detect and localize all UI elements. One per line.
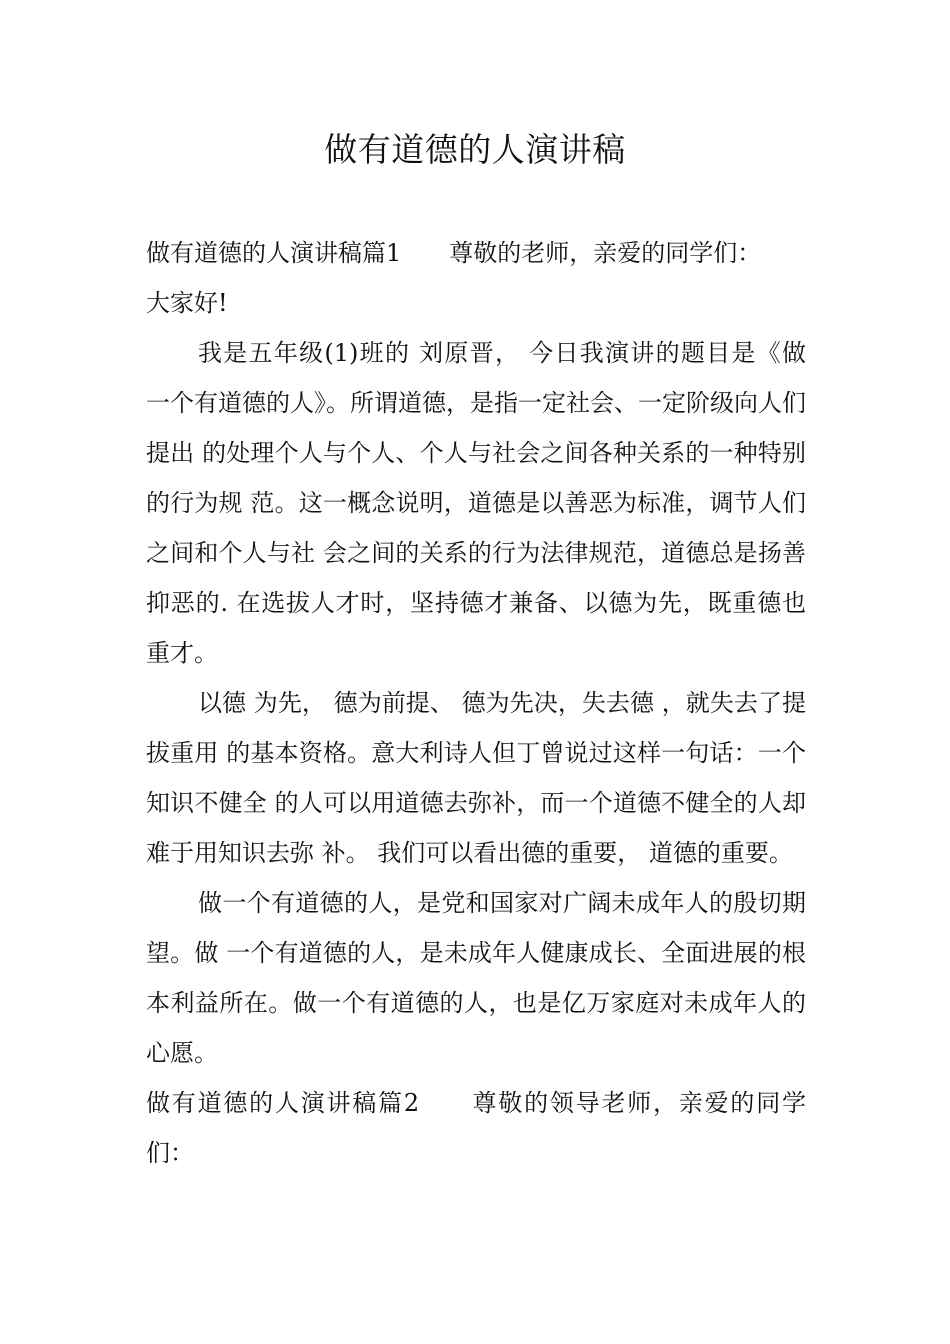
- section-heading-2: 做有道德的人演讲稿篇2 尊敬的领导老师，亲爱的同学们：: [146, 1089, 806, 1167]
- greeting-paragraph: 大家好!: [146, 289, 228, 317]
- body-paragraph-2: 以德 为先， 德为前提、 德为先决，失去德 ，就失去了提拔重用 的基本资格。意大利诗人但丁曾说过这样一句话：一个知识不健全 的人可以用道德去弥补，而一个道德不健全的人却难于用知识去弥 补。 我们可以看出德的重要， 道德的重要。: [146, 689, 806, 867]
- document-title: 做有道德的人演讲稿: [324, 130, 626, 169]
- body-paragraph-3: 做一个有道德的人，是党和国家对广阔未成年人的殷切期望。做 一个有道德的人，是未成年人健康成长、全面进展的根本利益所在。做一个有道德的人，也是亿万家庭对未成年人的心愿。: [146, 889, 806, 1067]
- document-body: [146, 228, 806, 1178]
- section-heading-1: 做有道德的人演讲稿篇1 尊敬的老师，亲爱的同学们：: [146, 239, 762, 267]
- body-paragraph-1: 我是五年级(1)班的 刘原晋， 今日我演讲的题目是《做 一个有道德的人》。所谓道德，是指一定社会、一定阶级向人们提出 的处理个人与个人、个人与社会之间各种关系的一种特别的行为规 范。这一概念说明，道德是以善恶为标准，调节人们之间和个人与社 会之间的关系的行为法律规范，道德总是扬善抑恶的. 在选拔人才时，坚持德才兼备、以德为先，既重德也重才。: [146, 339, 806, 667]
